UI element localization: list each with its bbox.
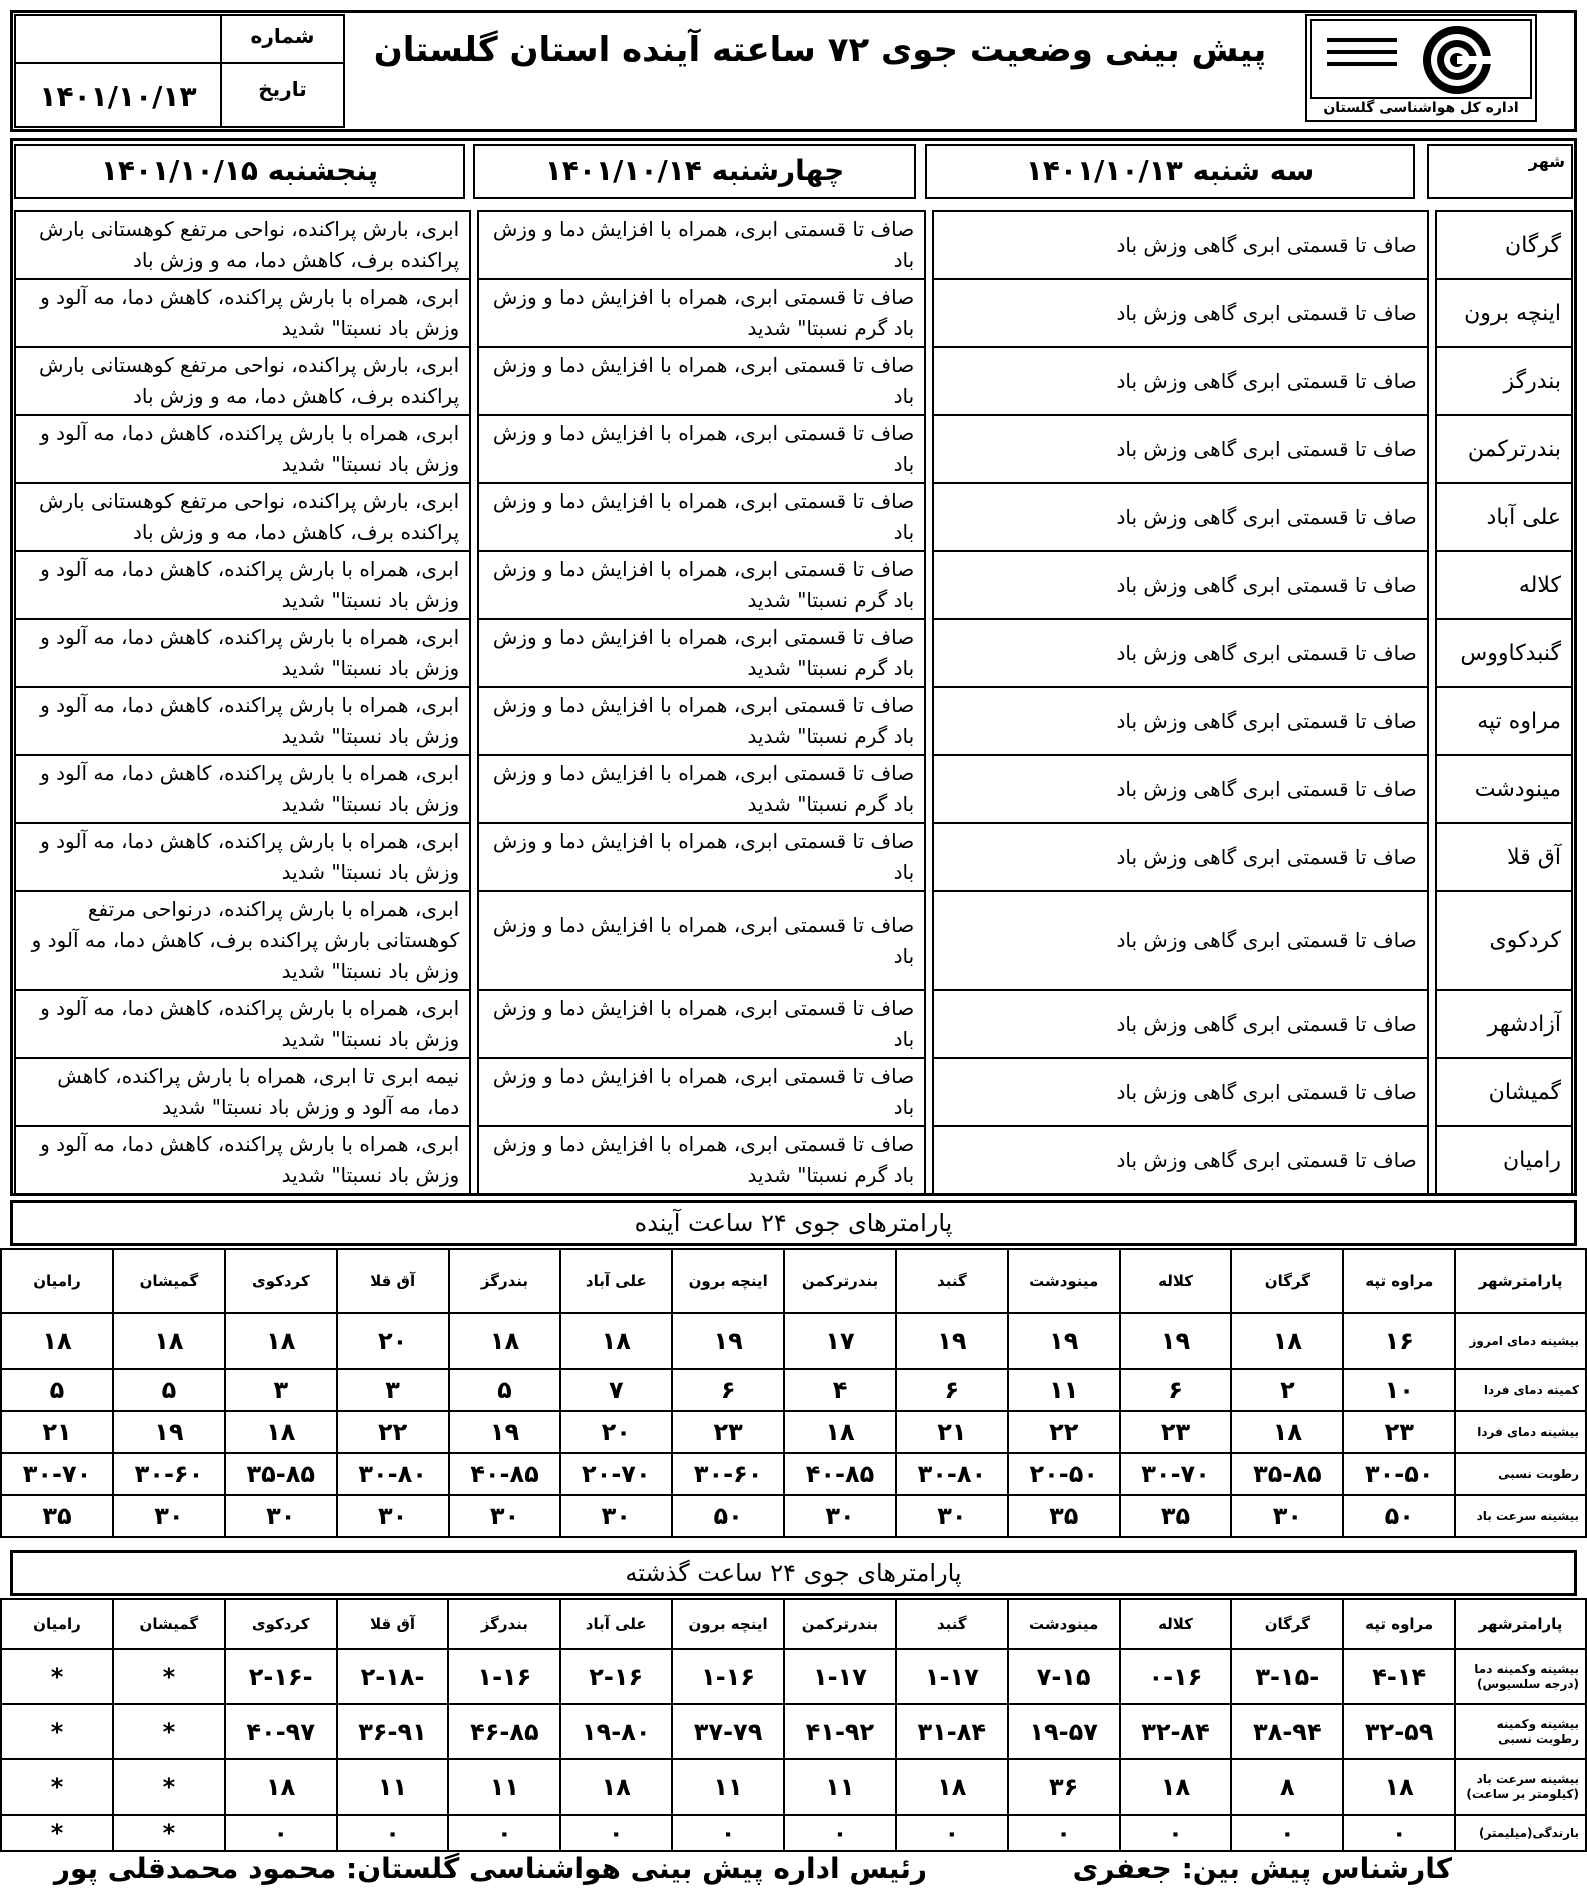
param-value: ۵ [449,1369,561,1411]
param-value: ۲۱ [896,1411,1008,1453]
param-value: ۳۶-۹۱ [337,1704,449,1759]
param-value: ۳۶ [1008,1759,1120,1815]
param-value: ۵ [113,1369,225,1411]
param-value: ۱۱ [672,1759,784,1815]
param-value: ۳۰ [113,1495,225,1537]
param-value: ۱۸ [449,1313,561,1369]
forecast-day2: صاف تا قسمتی ابری، همراه با افزایش دما و وزش باد [478,990,925,1058]
param-city-header: گمیشان [113,1249,225,1313]
param-value: ۰ [784,1815,896,1851]
param-city-header: علی آباد [560,1599,672,1649]
param-value: ۲۲ [337,1411,449,1453]
param-value: ۲۰-۵۰ [1008,1453,1120,1495]
param-value: ۱۸ [784,1411,896,1453]
forecast-day2: صاف تا قسمتی ابری، همراه با افزایش دما و وزش باد گرم نسبتا" شدید [478,1126,925,1194]
forecast-city: علی آباد [1436,483,1572,551]
next24-table-wrap [0,1248,1587,1538]
param-value: * [113,1649,225,1704]
param-value: ۳۰ [337,1495,449,1537]
param-value: ۰ [1120,1815,1232,1851]
param-value: ۰ [1343,1815,1455,1851]
param-value: ۱۰ [1343,1369,1455,1411]
param-city-header: بندرترکمن [784,1599,896,1649]
forecast-city: بندرگز [1436,347,1572,415]
forecast-row [15,1058,1572,1126]
param-city-header: علی آباد [560,1249,672,1313]
param-row [1,1649,1586,1704]
param-city-header: مراوه تپه [1343,1599,1455,1649]
param-value: ۱۸ [1343,1759,1455,1815]
param-value: ۷-۱۵ [1008,1649,1120,1704]
param-row-label: رطوبت نسبی [1455,1453,1586,1495]
day-header-1: سه شنبه ۱۴۰۱/۱۰/۱۳ [925,144,1415,199]
forecast-row [15,619,1572,687]
param-value: ۰ [1008,1815,1120,1851]
param-value: ۱۸ [1231,1313,1343,1369]
forecast-city: اینچه برون [1436,279,1572,347]
forecast-day1: صاف تا قسمتی ابری گاهی وزش باد [933,687,1427,755]
param-value: * [1,1759,113,1815]
param-value: ۳۰ [784,1495,896,1537]
forecast-day3: ابری، همراه با بارش پراکنده، کاهش دما، مه آلود و وزش باد نسبتا" شدید [15,755,470,823]
param-row-label: بیشینه سرعت باد [1455,1495,1586,1537]
param-value: ۵۰ [1343,1495,1455,1537]
forecast-city: مینودشت [1436,755,1572,823]
param-value: ۱-۱۶ [448,1649,560,1704]
param-value: ۱-۱۶ [672,1649,784,1704]
past24-table [0,1598,1587,1852]
forecast-city: گرگان [1436,211,1572,279]
param-value: * [113,1759,225,1815]
param-value: ۰ [225,1815,337,1851]
forecast-city: کردکوی [1436,891,1572,990]
param-value: ۱۸ [896,1759,1008,1815]
param-city-header: مینودشت [1008,1249,1120,1313]
date-value-cell: ۱۴۰۱/۱۰/۱۳ [14,62,222,128]
forecast-row [15,347,1572,415]
param-value: ۱۸ [225,1313,337,1369]
forecast-day3: نیمه ابری تا ابری، همراه با بارش پراکنده، کاهش دما، مه آلود و وزش باد نسبتا" شدید [15,1058,470,1126]
day-header-3: پنجشنبه ۱۴۰۱/۱۰/۱۵ [14,144,465,199]
param-corner: پارامترشهر [1455,1249,1586,1313]
param-value: ۴۱-۹۲ [784,1704,896,1759]
param-value: ۳ [337,1369,449,1411]
param-city-header: بندرگز [448,1599,560,1649]
param-value: * [1,1704,113,1759]
param-value: ۰ [896,1815,1008,1851]
forecast-day3: ابری، بارش پراکنده، نواحی مرتفع کوهستانی بارش پراکنده برف، کاهش دما، مه و وزش باد [15,211,470,279]
forecast-city: آق قلا [1436,823,1572,891]
param-value: ۱۹ [449,1411,561,1453]
forecast-day2: صاف تا قسمتی ابری، همراه با افزایش دما و وزش باد گرم نسبتا" شدید [478,551,925,619]
param-value: ۱۶ [1343,1313,1455,1369]
param-value: ۰-۱۶ [1120,1649,1232,1704]
forecast-row [15,823,1572,891]
forecast-day2: صاف تا قسمتی ابری، همراه با افزایش دما و وزش باد گرم نسبتا" شدید [478,687,925,755]
forecast-day2: صاف تا قسمتی ابری، همراه با افزایش دما و وزش باد [478,823,925,891]
param-value: * [113,1704,225,1759]
forecast-day1: صاف تا قسمتی ابری گاهی وزش باد [933,347,1427,415]
forecast-day3: ابری، همراه با بارش پراکنده، کاهش دما، مه آلود و وزش باد نسبتا" شدید [15,990,470,1058]
param-city-header: کردکوی [225,1599,337,1649]
forecast-day1: صاف تا قسمتی ابری گاهی وزش باد [933,211,1427,279]
param-value: ۳۰-۷۰ [1,1453,113,1495]
day-header-2: چهارشنبه ۱۴۰۱/۱۰/۱۴ [473,144,916,199]
param-city-header: مینودشت [1008,1599,1120,1649]
param-value: ۱۱ [784,1759,896,1815]
param-value: ۳۵ [1120,1495,1232,1537]
param-corner: پارامترشهر [1455,1599,1586,1649]
param-value: ۳۰ [449,1495,561,1537]
param-row [1,1411,1586,1453]
param-city-header: اینچه برون [672,1249,784,1313]
param-value: ۰ [337,1815,449,1851]
param-value: ۱۸ [560,1759,672,1815]
param-value: ۴۶-۸۵ [448,1704,560,1759]
param-row [1,1759,1586,1815]
param-value: ۳۰ [1231,1495,1343,1537]
param-value: -۲-۱۸ [337,1649,449,1704]
param-value: ۱۱ [1008,1369,1120,1411]
param-value: * [113,1815,225,1851]
param-city-header: مراوه تپه [1343,1249,1455,1313]
forecast-day3: ابری، همراه با بارش پراکنده، کاهش دما، مه آلود و وزش باد نسبتا" شدید [15,687,470,755]
forecaster-signature: کارشناس پیش بین: جعفری [1072,1852,1452,1885]
param-value: ۱-۱۷ [896,1649,1008,1704]
param-row-label: کمینه دمای فردا [1455,1369,1586,1411]
date-label-cell: تاریخ [220,62,345,128]
param-row [1,1313,1586,1369]
forecast-day3: ابری، همراه با بارش پراکنده، کاهش دما، مه آلود و وزش باد نسبتا" شدید [15,415,470,483]
param-value: * [1,1649,113,1704]
param-value: -۲-۱۶ [225,1649,337,1704]
param-value: ۶ [896,1369,1008,1411]
param-city-header: رامیان [1,1599,113,1649]
forecast-day1: صاف تا قسمتی ابری گاهی وزش باد [933,483,1427,551]
param-value: ۷ [560,1369,672,1411]
param-value: ۱۸ [1,1313,113,1369]
forecast-row [15,211,1572,279]
param-value: ۳۰-۶۰ [113,1453,225,1495]
param-value: ۲۳ [672,1411,784,1453]
forecast-day1: صاف تا قسمتی ابری گاهی وزش باد [933,551,1427,619]
param-value: ۱۸ [1120,1759,1232,1815]
param-value: ۳۰ [896,1495,1008,1537]
next24-table [0,1248,1587,1538]
param-value: ۱۸ [113,1313,225,1369]
forecast-day2: صاف تا قسمتی ابری، همراه با افزایش دما و وزش باد [478,347,925,415]
param-value: ۰ [1231,1815,1343,1851]
param-value: ۳۵ [1,1495,113,1537]
forecast-day2: صاف تا قسمتی ابری، همراه با افزایش دما و وزش باد [478,415,925,483]
param-value: ۲ [1231,1369,1343,1411]
param-value: ۲۳ [1343,1411,1455,1453]
param-value: ۲-۱۶ [560,1649,672,1704]
param-value: ۱-۱۷ [784,1649,896,1704]
param-value: ۶ [1120,1369,1232,1411]
forecast-day1: صاف تا قسمتی ابری گاهی وزش باد [933,279,1427,347]
param-value: ۳۲-۵۹ [1343,1704,1455,1759]
forecast-day1: صاف تا قسمتی ابری گاهی وزش باد [933,755,1427,823]
param-value: ۱۹-۵۷ [1008,1704,1120,1759]
forecast-day1: صاف تا قسمتی ابری گاهی وزش باد [933,823,1427,891]
param-value: ۴ [784,1369,896,1411]
param-value: ۸ [1231,1759,1343,1815]
forecast-day1: صاف تا قسمتی ابری گاهی وزش باد [933,1126,1427,1194]
forecast-day1: صاف تا قسمتی ابری گاهی وزش باد [933,891,1427,990]
param-value: ۳۱-۸۴ [896,1704,1008,1759]
param-city-header: کلاله [1120,1249,1232,1313]
param-row [1,1815,1586,1851]
param-value: ۱۸ [225,1759,337,1815]
forecast-row [15,891,1572,990]
number-value-cell [14,14,222,64]
param-value: ۴۰-۸۵ [449,1453,561,1495]
param-city-header: گرگان [1231,1599,1343,1649]
param-value: ۳۲-۸۴ [1120,1704,1232,1759]
param-row-label: بارندگی(میلیمتر) [1455,1815,1586,1851]
param-value: ۳۷-۷۹ [672,1704,784,1759]
param-value: ۲۰ [337,1313,449,1369]
forecast-row [15,687,1572,755]
param-value: ۱۹-۸۰ [560,1704,672,1759]
param-value: ۱۱ [448,1759,560,1815]
param-row-label: بیشینه وکمینه رطوبت نسبی [1455,1704,1586,1759]
forecast-row [15,415,1572,483]
forecast-city: بندرترکمن [1436,415,1572,483]
forecast-city: مراوه تپه [1436,687,1572,755]
param-value: ۳۰-۶۰ [672,1453,784,1495]
forecast-row [15,990,1572,1058]
param-value: ۱۹ [672,1313,784,1369]
param-city-header: بندرترکمن [784,1249,896,1313]
forecast-day3: ابری، همراه با بارش پراکنده، کاهش دما، مه آلود و وزش باد نسبتا" شدید [15,551,470,619]
param-row-label: بیشینه سرعت باد (کیلومتر بر ساعت) [1455,1759,1586,1815]
forecast-city: آزادشهر [1436,990,1572,1058]
param-value: ۳۰-۵۰ [1343,1453,1455,1495]
forecast-row [15,755,1572,823]
param-city-header: گرگان [1231,1249,1343,1313]
param-value: ۶ [672,1369,784,1411]
forecast-day3: ابری، بارش پراکنده، نواحی مرتفع کوهستانی بارش پراکنده برف، کاهش دما، مه و وزش باد [15,483,470,551]
number-label-cell: شماره [220,14,345,64]
param-value: ۴-۱۴ [1343,1649,1455,1704]
param-value: ۳۸-۹۴ [1231,1704,1343,1759]
forecast-city: گنبدکاووس [1436,619,1572,687]
param-value: ۳۰-۷۰ [1120,1453,1232,1495]
forecast-city: کلاله [1436,551,1572,619]
param-value: ۳۵-۸۵ [225,1453,337,1495]
param-value: ۴۰-۸۵ [784,1453,896,1495]
param-value: ۴۰-۹۷ [225,1704,337,1759]
forecast-day2: صاف تا قسمتی ابری، همراه با افزایش دما و وزش باد گرم نسبتا" شدید [478,619,925,687]
page-title: پیش بینی وضعیت جوی ۷۲ ساعته آینده استان گلستان [373,30,1267,70]
param-value: ۱۱ [337,1759,449,1815]
param-row-label: بیشینه دمای امروز [1455,1313,1586,1369]
forecast-day3: ابری، همراه با بارش پراکنده، کاهش دما، مه آلود و وزش باد نسبتا" شدید [15,279,470,347]
param-value: ۱۸ [560,1313,672,1369]
param-value: ۰ [560,1815,672,1851]
param-value: ۱۸ [1231,1411,1343,1453]
param-value: ۱۹ [1120,1313,1232,1369]
param-city-header: کردکوی [225,1249,337,1313]
param-value: ۳۰-۸۰ [337,1453,449,1495]
forecast-day2: صاف تا قسمتی ابری، همراه با افزایش دما و وزش باد گرم نسبتا" شدید [478,279,925,347]
forecast-day2: صاف تا قسمتی ابری، همراه با افزایش دما و وزش باد [478,891,925,990]
forecast-day2: صاف تا قسمتی ابری، همراه با افزایش دما و وزش باد گرم نسبتا" شدید [478,755,925,823]
param-row [1,1453,1586,1495]
param-value: -۳-۱۵ [1231,1649,1343,1704]
next24-title-box: پارامترهای جوی ۲۴ ساعت آینده [10,1200,1577,1246]
forecast-day2: صاف تا قسمتی ابری، همراه با افزایش دما و وزش باد [478,211,925,279]
forecast-rows [14,210,1573,1190]
param-value: ۱۹ [1008,1313,1120,1369]
forecast-day2: صاف تا قسمتی ابری، همراه با افزایش دما و وزش باد [478,483,925,551]
param-city-header: رامیان [1,1249,113,1313]
forecast-day2: صاف تا قسمتی ابری، همراه با افزایش دما و وزش باد [478,1058,925,1126]
past24-title-box: پارامترهای جوی ۲۴ ساعت گذشته [10,1550,1577,1596]
param-value: ۳۰ [560,1495,672,1537]
forecast-day3: ابری، بارش پراکنده، نواحی مرتفع کوهستانی بارش پراکنده برف، کاهش دما، مه و وزش باد [15,347,470,415]
param-value: ۰ [672,1815,784,1851]
param-row [1,1704,1586,1759]
param-city-header: گمیشان [113,1599,225,1649]
forecast-day3: ابری، همراه با بارش پراکنده، کاهش دما، مه آلود و وزش باد نسبتا" شدید [15,1126,470,1194]
param-value: ۲۳ [1120,1411,1232,1453]
param-value: ۳۵-۸۵ [1231,1453,1343,1495]
param-value: ۱۷ [784,1313,896,1369]
param-value: ۱۹ [113,1411,225,1453]
param-value: ۲۰-۷۰ [560,1453,672,1495]
param-value: ۲۲ [1008,1411,1120,1453]
forecast-day1: صاف تا قسمتی ابری گاهی وزش باد [933,619,1427,687]
param-value: ۳ [225,1369,337,1411]
param-value: ۰ [448,1815,560,1851]
param-city-header: گنبد [896,1249,1008,1313]
param-value: ۵ [1,1369,113,1411]
param-city-header: گنبد [896,1599,1008,1649]
param-row-label: بیشینه دمای فردا [1455,1411,1586,1453]
head-signature: رئیس اداره پیش بینی هواشناسی گلستان: محمود محمدقلی پور [53,1852,927,1885]
param-value: ۱۸ [225,1411,337,1453]
forecast-day1: صاف تا قسمتی ابری گاهی وزش باد [933,990,1427,1058]
forecast-row [15,279,1572,347]
param-city-header: اینچه برون [672,1599,784,1649]
param-city-header: آق قلا [337,1249,449,1313]
forecast-day3: ابری، همراه با بارش پراکنده، درنواحی مرتفع کوهستانی بارش پراکنده برف، کاهش دما، مه آلود و وزش باد نسبتا" شدید [15,891,470,990]
param-value: ۵۰ [672,1495,784,1537]
param-value: ۳۰ [225,1495,337,1537]
param-value: * [1,1815,113,1851]
city-header-cell: شهر [1427,144,1573,199]
param-row-label: بیشینه وکمینه دما (درجه سلسیوس) [1455,1649,1586,1704]
param-row [1,1495,1586,1537]
forecast-city: رامیان [1436,1126,1572,1194]
forecast-day3: ابری، همراه با بارش پراکنده، کاهش دما، مه آلود و وزش باد نسبتا" شدید [15,619,470,687]
param-value: ۳۰-۸۰ [896,1453,1008,1495]
forecast-row [15,483,1572,551]
param-value: ۱۹ [896,1313,1008,1369]
param-value: ۳۵ [1008,1495,1120,1537]
logo-box [1305,14,1537,122]
forecast-day3: ابری، همراه با بارش پراکنده، کاهش دما، مه آلود و وزش باد نسبتا" شدید [15,823,470,891]
param-row [1,1369,1586,1411]
param-city-header: آق قلا [337,1599,449,1649]
param-value: ۲۱ [1,1411,113,1453]
forecast-row [15,551,1572,619]
param-value: ۲۰ [560,1411,672,1453]
forecast-row [15,1126,1572,1194]
forecast-city: گمیشان [1436,1058,1572,1126]
forecast-day1: صاف تا قسمتی ابری گاهی وزش باد [933,1058,1427,1126]
forecast-day1: صاف تا قسمتی ابری گاهی وزش باد [933,415,1427,483]
logo-caption: اداره کل هواشناسی گلستان [1323,100,1519,116]
past24-table-wrap [0,1598,1587,1852]
param-city-header: کلاله [1120,1599,1232,1649]
param-city-header: بندرگز [449,1249,561,1313]
